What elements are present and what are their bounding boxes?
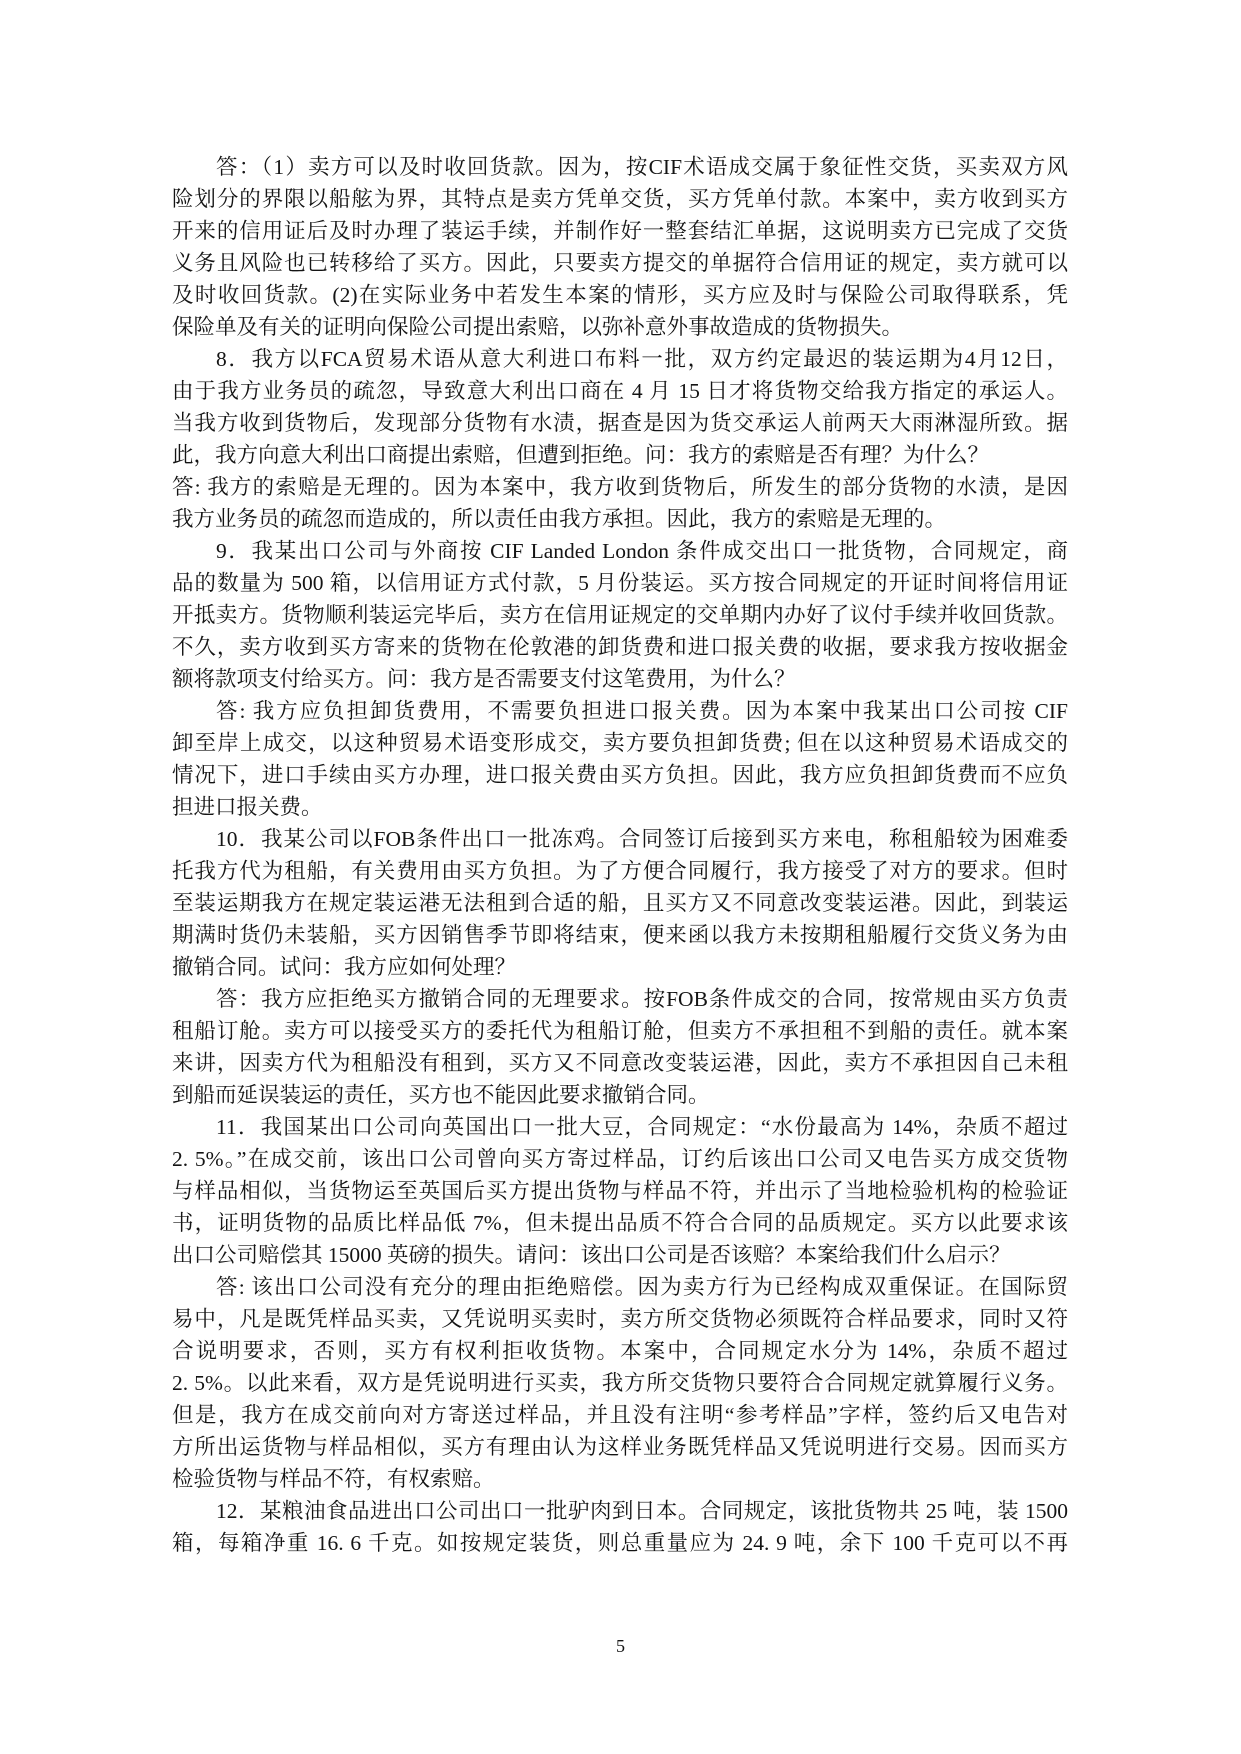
- text-line: 与样品相似，当货物运至英国后买方提出货物与样品不符，并出示了当地检验机构的检验证: [172, 1179, 1068, 1203]
- text-line: 箱，每箱净重 16. 6 千克。如按规定装货，则总重量应为 24. 9 吨，余下 100 千克可以不再: [172, 1531, 1068, 1555]
- text-line: 我方业务员的疏忽而造成的，所以责任由我方承担。因此，我方的索赔是无理的。: [172, 507, 947, 531]
- text-line: 但是，我方在成交前向对方寄送过样品，并且没有注明“参考样品”字样，签约后又电告对: [172, 1403, 1068, 1427]
- text-line: 10．我某公司以FOB条件出口一批冻鸡。合同签订后接到买方来电，称租船较为困难委: [216, 827, 1068, 851]
- text-line: 到船而延误装运的责任，买方也不能因此要求撤销合同。: [172, 1083, 710, 1107]
- text-line: 方所出运货物与样品相似，买方有理由认为这样业务既凭样品又凭说明进行交易。因而买方: [172, 1435, 1068, 1459]
- text-line: 至装运期我方在规定装运港无法租到合适的船，且买方又不同意改变装运港。因此，到装运: [172, 891, 1068, 915]
- text-line: 卸至岸上成交，以这种贸易术语变形成交，卖方要负担卸货费; 但在以这种贸易术语成交的: [172, 731, 1068, 755]
- text-line: 8．我方以FCA贸易术语从意大利进口布料一批，双方约定最迟的装运期为4月12日，: [216, 347, 1068, 371]
- text-line: 品的数量为 500 箱，以信用证方式付款，5 月份装运。买方按合同规定的开证时间将信用证: [172, 571, 1068, 595]
- text-line: 义务且风险也已转移给了买方。因此，只要卖方提交的单据符合信用证的规定，卖方就可以: [172, 251, 1068, 275]
- text-line: 检验货物与样品不符，有权索赔。: [172, 1467, 495, 1491]
- text-line: 答: 我方的索赔是无理的。因为本案中，我方收到货物后，所发生的部分货物的水渍，是因: [172, 475, 1068, 499]
- text-line: 额将款项支付给买方。问：我方是否需要支付这笔费用，为什么？: [172, 667, 796, 691]
- text-line: 出口公司赔偿其 15000 英磅的损失。请问：该出口公司是否该赔？本案给我们什么启示？: [172, 1243, 1011, 1267]
- question-9-paragraph: [172, 535, 1068, 695]
- text-line: 易中，凡是既凭样品买卖，又凭说明买卖时，卖方所交货物必须既符合样品要求，同时又符: [172, 1307, 1068, 1331]
- text-line: 2. 5%。”在成交前，该出口公司曾向买方寄过样品，订约后该出口公司又电告买方成交货物: [172, 1147, 1068, 1171]
- text-line: 情况下，进口手续由买方办理，进口报关费由买方负担。因此，我方应负担卸货费而不应负: [172, 763, 1068, 787]
- question-11-paragraph: [172, 1111, 1068, 1271]
- text-line: 答: 我方应负担卸货费用，不需要负担进口报关费。因为本案中我某出口公司按 CIF: [216, 699, 1068, 723]
- text-line: 险划分的界限以船舷为界，其特点是卖方凭单交货，买方凭单付款。本案中，卖方收到买方: [172, 187, 1068, 211]
- text-line: 此，我方向意大利出口商提出索赔，但遭到拒绝。问：我方的索赔是否有理？为什么？: [172, 443, 990, 467]
- text-line: 书，证明货物的品质比样品低 7%，但未提出品质不符合合同的品质规定。买方以此要求该: [172, 1211, 1068, 1235]
- text-line: 及时收回货款。(2)在实际业务中若发生本案的情形，买方应及时与保险公司取得联系，凭: [172, 283, 1068, 307]
- page-number: 5: [616, 1636, 625, 1656]
- answer-10-paragraph: [172, 983, 1068, 1111]
- answer-11-paragraph: [172, 1271, 1068, 1495]
- text-line: 撤销合同。试问：我方应如何处理？: [172, 955, 517, 979]
- text-line: 保险单及有关的证明向保险公司提出索赔，以弥补意外事故造成的货物损失。: [172, 315, 904, 339]
- text-line: 托我方代为租船，有关费用由买方负担。为了方便合同履行，我方接受了对方的要求。但时: [172, 859, 1068, 883]
- text-line: 来讲，因卖方代为租船没有租到，买方又不同意改变装运港，因此，卖方不承担因自己未租: [172, 1051, 1068, 1075]
- text-line: 租船订舱。卖方可以接受买方的委托代为租船订舱，但卖方不承担租不到船的责任。就本案: [172, 1019, 1068, 1043]
- question-12-paragraph: [172, 1495, 1068, 1559]
- question-10-paragraph: [172, 823, 1068, 983]
- text-line: 2. 5%。以此来看，双方是凭说明进行买卖，我方所交货物只要符合合同规定就算履行义务。: [172, 1371, 1068, 1395]
- text-line: 合说明要求，否则，买方有权利拒收货物。本案中，合同规定水分为 14%，杂质不超过: [172, 1339, 1068, 1363]
- text-line: 不久，卖方收到买方寄来的货物在伦敦港的卸货费和进口报关费的收据，要求我方按收据金: [172, 635, 1068, 659]
- question-8-paragraph: [172, 343, 1068, 471]
- body-text: [172, 151, 1068, 1559]
- text-line: 答: 该出口公司没有充分的理由拒绝赔偿。因为卖方行为已经构成双重保证。在国际贸: [216, 1275, 1068, 1299]
- text-line: 答：（1）卖方可以及时收回货款。因为，按CIF术语成交属于象征性交货，买卖双方风: [216, 155, 1068, 179]
- text-line: 担进口报关费。: [172, 795, 323, 819]
- text-line: 答：我方应拒绝买方撤销合同的无理要求。按FOB条件成交的合同，按常规由买方负责: [216, 987, 1068, 1011]
- answer-9-paragraph: [172, 695, 1068, 823]
- text-line: 9．我某出口公司与外商按 CIF Landed London 条件成交出口一批货物，合同规定，商: [216, 539, 1068, 563]
- answer-8-paragraph: [172, 471, 1068, 535]
- text-line: 开来的信用证后及时办理了装运手续，并制作好一整套结汇单据，这说明卖方已完成了交货: [172, 219, 1068, 243]
- text-line: 12．某粮油食品进出口公司出口一批驴肉到日本。合同规定，该批货物共 25 吨，装 1500: [216, 1499, 1068, 1523]
- text-line: 由于我方业务员的疏忽，导致意大利出口商在 4 月 15 日才将货物交给我方指定的承运人。: [172, 379, 1068, 403]
- text-line: 期满时货仍未装船，买方因销售季节即将结束，便来函以我方未按期租船履行交货义务为由: [172, 923, 1068, 947]
- text-line: 11．我国某出口公司向英国出口一批大豆，合同规定：“水份最高为 14%，杂质不超过: [216, 1115, 1068, 1139]
- text-line: 当我方收到货物后，发现部分货物有水渍，据查是因为货交承运人前两天大雨淋湿所致。据: [172, 411, 1068, 435]
- answer-7-paragraph: [172, 151, 1068, 343]
- text-line: 开抵卖方。货物顺利装运完毕后，卖方在信用证规定的交单期内办好了议付手续并收回货款。: [172, 603, 1068, 627]
